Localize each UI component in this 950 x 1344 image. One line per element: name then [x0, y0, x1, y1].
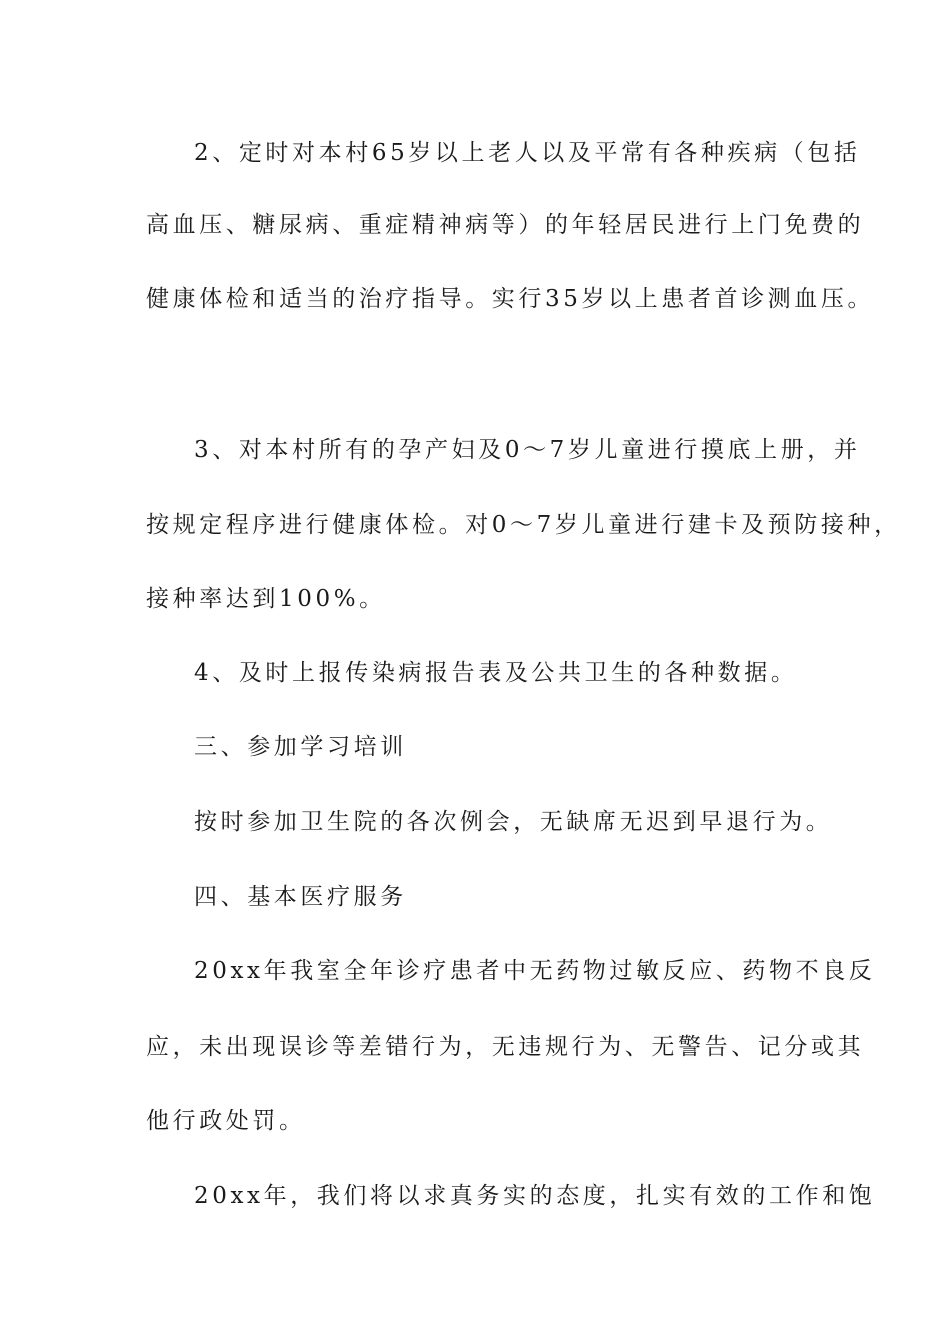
paragraph-2-line-1: 2、定时对本村65岁以上老人以及平常有各种疾病（包括: [194, 140, 861, 166]
paragraph-training: 按时参加卫生院的各次例会，无缺席无迟到早退行为。: [194, 809, 833, 835]
paragraph-4: 4、及时上报传染病报告表及公共卫生的各种数据。: [194, 660, 798, 686]
paragraph-medical-line-3: 他行政处罚。: [146, 1108, 306, 1134]
paragraph-2-line-3: 健康体检和适当的治疗指导。实行35岁以上患者首诊测血压。: [146, 286, 875, 312]
paragraph-2-line-2: 高血压、糖尿病、重症精神病等）的年轻居民进行上门免费的: [146, 212, 865, 238]
paragraph-medical-line-2: 应，未出现误诊等差错行为，无违规行为、无警告、记分或其: [146, 1034, 865, 1060]
section-heading-4: 四、基本医疗服务: [194, 884, 407, 910]
paragraph-3-line-1: 3、对本村所有的孕产妇及0～7岁儿童进行摸底上册，并: [194, 437, 861, 463]
paragraph-medical-line-1: 20xx年我室全年诊疗患者中无药物过敏反应、药物不良反: [194, 958, 876, 984]
paragraph-3-line-3: 接种率达到100%。: [146, 586, 386, 612]
paragraph-3-line-2: 按规定程序进行健康体检。对0～7岁儿童进行建卡及预防接种，: [146, 512, 901, 538]
paragraph-plan-line-1: 20xx年，我们将以求真务实的态度，扎实有效的工作和饱: [194, 1183, 876, 1209]
section-heading-3: 三、参加学习培训: [194, 734, 407, 760]
